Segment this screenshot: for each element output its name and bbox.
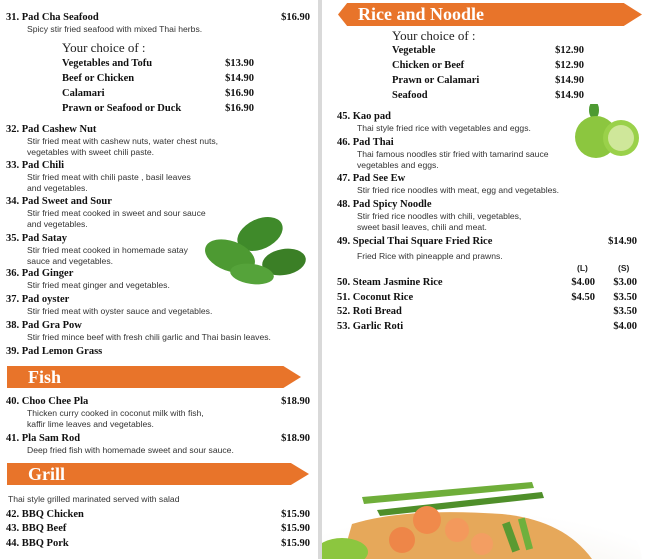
menu-item-53-name: 53. Garlic Roti (337, 321, 404, 332)
choice-price: $12.90 (555, 60, 584, 71)
choice-header: Your choice of : (62, 40, 146, 55)
menu-item-40-price: $18.90 (281, 396, 310, 407)
choice-label: Vegetables and Tofu (62, 58, 153, 69)
menu-item-46-desc: vegetables and eggs. (357, 160, 439, 170)
menu-item-42-price: $15.90 (281, 509, 310, 520)
choice-price: $13.90 (225, 58, 254, 69)
menu-item-46-name: 46. Pad Thai (337, 137, 394, 148)
menu-item-31-desc: Spicy stir fried seafood with mixed Thai herbs. (27, 24, 203, 34)
menu-item-45-desc: Thai style fried rice with vegetables and eggs. (357, 123, 531, 133)
size-large-header: (L) (577, 263, 588, 273)
menu-item-39-name: 39. Pad Lemon Grass (6, 346, 103, 357)
lime-leaves-image (198, 212, 310, 288)
menu-item-35-name: 35. Pad Satay (6, 233, 67, 244)
menu-item-44-name: 44. BBQ Pork (6, 538, 69, 549)
menu-item-41-price: $18.90 (281, 433, 310, 444)
menu-item-41-name: 41. Pla Sam Rod (6, 433, 81, 444)
menu-item-34-name: 34. Pad Sweet and Sour (6, 196, 112, 207)
choice-price: $14.90 (555, 75, 584, 86)
choice-label: Prawn or Calamari (392, 75, 480, 86)
menu-item-40-desc: Thicken curry cooked in coconut milk with fish, (27, 408, 204, 418)
menu-item-53-small-price: $4.00 (613, 321, 637, 332)
choice-price: $14.90 (555, 90, 584, 101)
menu-item-48-desc: Stir fried rice noodles with chili, vegetables, (357, 211, 522, 221)
menu-item-34-desc: and vegetables. (27, 219, 88, 229)
menu-item-32-name: 32. Pad Cashew Nut (6, 124, 97, 135)
choice-label: Vegetable (392, 45, 436, 56)
menu-item-51-name: 51. Coconut Rice (337, 292, 414, 303)
right-column (322, 0, 650, 559)
menu-item-36-name: 36. Pad Ginger (6, 268, 74, 279)
choice-label: Beef or Chicken (62, 73, 135, 84)
grill-intro: Thai style grilled marinated served with salad (8, 494, 180, 504)
menu-item-51-large-price: $4.50 (571, 292, 595, 303)
menu-item-33-desc: and vegetables. (27, 183, 88, 193)
choice-label: Prawn or Seafood or Duck (62, 103, 182, 114)
size-small-header: (S) (618, 263, 630, 273)
lime-image (566, 104, 642, 160)
menu-item-40-desc: kaffir lime leaves and vegetables. (27, 419, 154, 429)
pad-thai-photo (322, 452, 650, 559)
menu-item-38-name: 38. Pad Gra Pow (6, 320, 82, 331)
choice-label: Seafood (392, 90, 428, 101)
choice-label: Chicken or Beef (392, 60, 465, 71)
prawn-shape (445, 518, 469, 542)
menu-item-51-small-price: $3.50 (613, 292, 637, 303)
menu-item-33-name: 33. Pad Chili (6, 160, 65, 171)
menu-item-52-name: 52. Roti Bread (337, 306, 402, 317)
menu-item-49-desc: Fried Rice with pineapple and prawns. (357, 251, 503, 261)
menu-item-43-name: 43. BBQ Beef (6, 523, 67, 534)
menu-item-50-name: 50. Steam Jasmine Rice (337, 277, 443, 288)
lime-flesh (608, 125, 634, 151)
choice-header: Your choice of : (392, 28, 476, 43)
menu-item-35-desc: sauce and vegetables. (27, 256, 114, 266)
menu-item-52-small-price: $3.50 (613, 306, 637, 317)
fish-banner-title: Fish (28, 367, 62, 387)
choice-label: Calamari (62, 88, 105, 99)
menu-item-48-desc: sweet basil leaves, chili and meat. (357, 222, 487, 232)
menu-item-50-large-price: $4.00 (571, 277, 595, 288)
menu-item-35-desc: Stir fried meat cooked in homemade satay (27, 245, 188, 255)
prawn-shape (471, 533, 493, 555)
choice-price: $12.90 (555, 45, 584, 56)
prawn-shape (389, 527, 415, 553)
menu-item-45-name: 45. Kao pad (337, 111, 391, 122)
menu-item-47-name: 47. Pad See Ew (337, 173, 406, 184)
grill-banner-title: Grill (28, 464, 65, 484)
prawn-shape (413, 506, 441, 534)
menu-item-43-price: $15.90 (281, 523, 310, 534)
menu-item-32-desc: vegetables with sweet chili paste. (27, 147, 155, 157)
menu-item-42-name: 42. BBQ Chicken (6, 509, 84, 520)
menu-item-46-desc: Thai famous noodles stir fried with tamarind sauce (357, 149, 549, 159)
menu-item-48-name: 48. Pad Spicy Noodle (337, 199, 432, 210)
menu-item-49-name: 49. Special Thai Square Fried Rice (337, 236, 493, 247)
choice-price: $16.90 (225, 103, 254, 114)
choice-price: $14.90 (225, 73, 254, 84)
menu-item-49-price: $14.90 (608, 236, 637, 247)
menu-item-36-desc: Stir fried meat ginger and vegetables. (27, 280, 170, 290)
menu-item-37-desc: Stir fried meat with oyster sauce and vegetables. (27, 306, 213, 316)
choice-price: $16.90 (225, 88, 254, 99)
menu-item-40-name: 40. Choo Chee Pla (6, 396, 89, 407)
menu-item-44-price: $15.90 (281, 538, 310, 549)
menu-item-34-desc: Stir fried meat cooked in sweet and sour sauce (27, 208, 206, 218)
menu-item-31-name: 31. Pad Cha Seafood (6, 12, 99, 23)
menu-item-32-desc: Stir fried meat with cashew nuts, water chest nuts, (27, 136, 219, 146)
menu-item-37-name: 37. Pad oyster (6, 294, 70, 305)
rice-noodle-banner-title: Rice and Noodle (358, 4, 484, 24)
menu-item-33-desc: Stir fried meat with chili paste , basil leaves (27, 172, 191, 182)
menu-item-31-price: $16.90 (281, 12, 310, 23)
menu-item-38-desc: Stir fried mince beef with fresh chili garlic and Thai basin leaves. (27, 332, 271, 342)
left-column (0, 0, 318, 559)
menu-item-47-desc: Stir fried rice noodles with meat, egg and vegetables. (357, 185, 560, 195)
menu-item-41-desc: Deep fried fish with homemade sweet and sour sauce. (27, 445, 234, 455)
menu-item-50-small-price: $3.00 (613, 277, 637, 288)
